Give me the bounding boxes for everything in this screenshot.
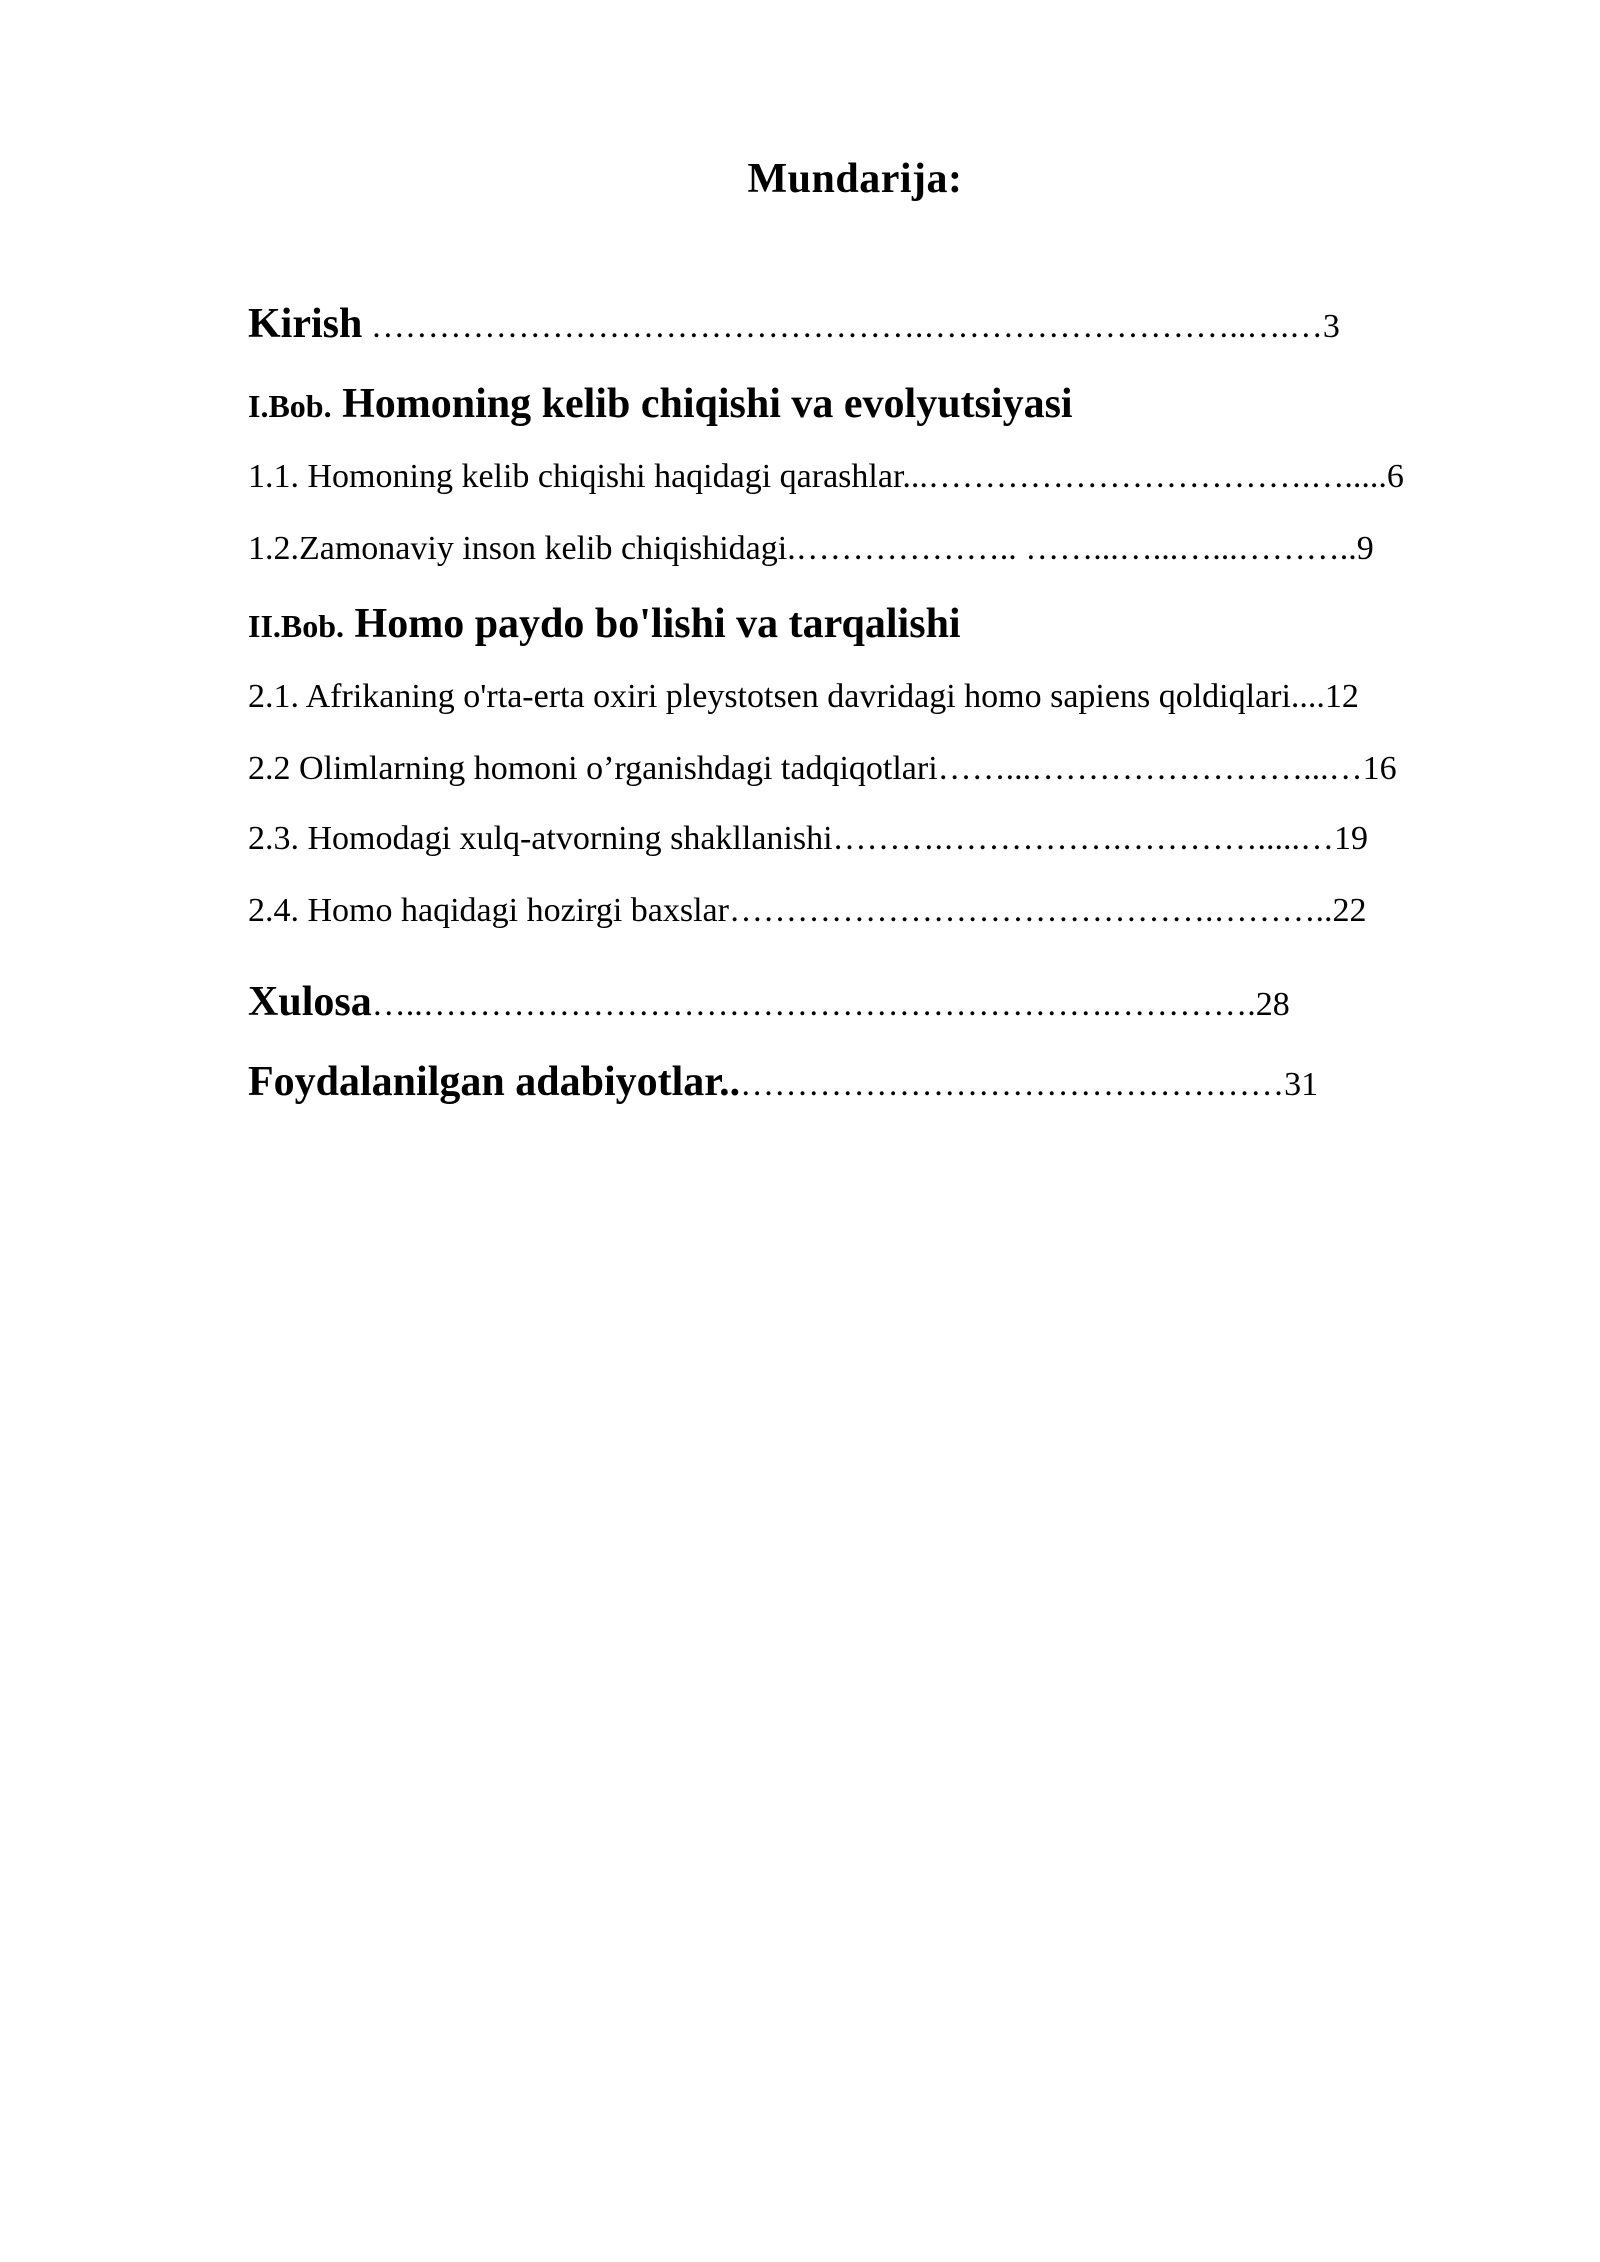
toc-entry-2-4: [248, 892, 1366, 930]
toc-leader-dots: …………………………………….………..: [728, 892, 1333, 929]
toc-leader-dots: …………………………….….....: [927, 458, 1387, 495]
page-title: Mundarija:: [747, 156, 963, 202]
toc-entry-2-2: [248, 750, 1397, 788]
toc-page-number: 9: [1356, 530, 1374, 567]
toc-entry-foydalanilgan-adabiyotlar: [248, 1058, 1318, 1106]
chapter-prefix: I.Bob.: [248, 388, 332, 424]
toc-entry-label: 2.2 Olimlarning homoni o’rganishdagi tadqiqotlari: [248, 750, 938, 787]
toc-leader-dots: ……….…………….………….....…: [832, 820, 1335, 857]
toc-page-number: 19: [1334, 820, 1369, 857]
toc-page-number: 22: [1332, 892, 1367, 929]
toc-entry-xulosa: [248, 978, 1290, 1026]
toc-entry-label: Xulosa: [248, 979, 372, 1025]
toc-page-number: 16: [1362, 750, 1397, 787]
toc-page-number: 6: [1386, 458, 1404, 495]
chapter-prefix: II.Bob.: [248, 608, 345, 644]
toc-page-number: 31: [1284, 1066, 1319, 1103]
toc-entry-1-2: [248, 530, 1374, 568]
toc-entry-1-1: [248, 458, 1404, 496]
toc-page-number: 3: [1322, 308, 1340, 345]
chapter-title: Homo paydo bo'lishi va tarqalishi: [344, 601, 961, 647]
toc-leader-dots: ……...……………………...…: [937, 750, 1363, 787]
chapter-title: Homoning kelib chiqishi va evolyutsiyasi: [331, 381, 1073, 427]
toc-entry-2-3: [248, 820, 1368, 858]
toc-entry-label: 1.1. Homoning kelib chiqishi haqidagi qarashlar...: [248, 458, 928, 495]
toc-entry-2-1: [248, 678, 1359, 716]
toc-page-number: 12: [1324, 678, 1359, 715]
toc-entry-label: 1.2.Zamonaviy inson kelib chiqishidagi.: [248, 530, 796, 567]
toc-entry-kirish: [248, 300, 1340, 348]
toc-leader-dots: …………………………………………: [740, 1066, 1285, 1103]
toc-entry-label: 2.4. Homo haqidagi hozirgi baxslar: [248, 892, 729, 929]
toc-chapter-1: [248, 380, 1073, 428]
toc-page-number: 28: [1255, 986, 1290, 1023]
toc-entry-label: Kirish: [248, 301, 363, 347]
toc-chapter-2: [248, 600, 961, 648]
toc-entry-label: Foydalanilgan adabiyotlar..: [248, 1059, 741, 1105]
toc-leader-dots: ………………………………………….………………………..….…: [362, 308, 1323, 345]
toc-entry-label: 2.3. Homodagi xulq-atvorning shakllanishi: [248, 820, 833, 857]
toc-leader-dots: ……………….. ……...…...…...………..: [795, 530, 1357, 567]
toc-leader-dots: …..…………………………………………………….………….: [371, 986, 1256, 1023]
toc-entry-label: 2.1. Afrikaning o'rta-erta oxiri pleystotsen davridagi homo sapiens qoldiqlari....: [248, 678, 1325, 715]
